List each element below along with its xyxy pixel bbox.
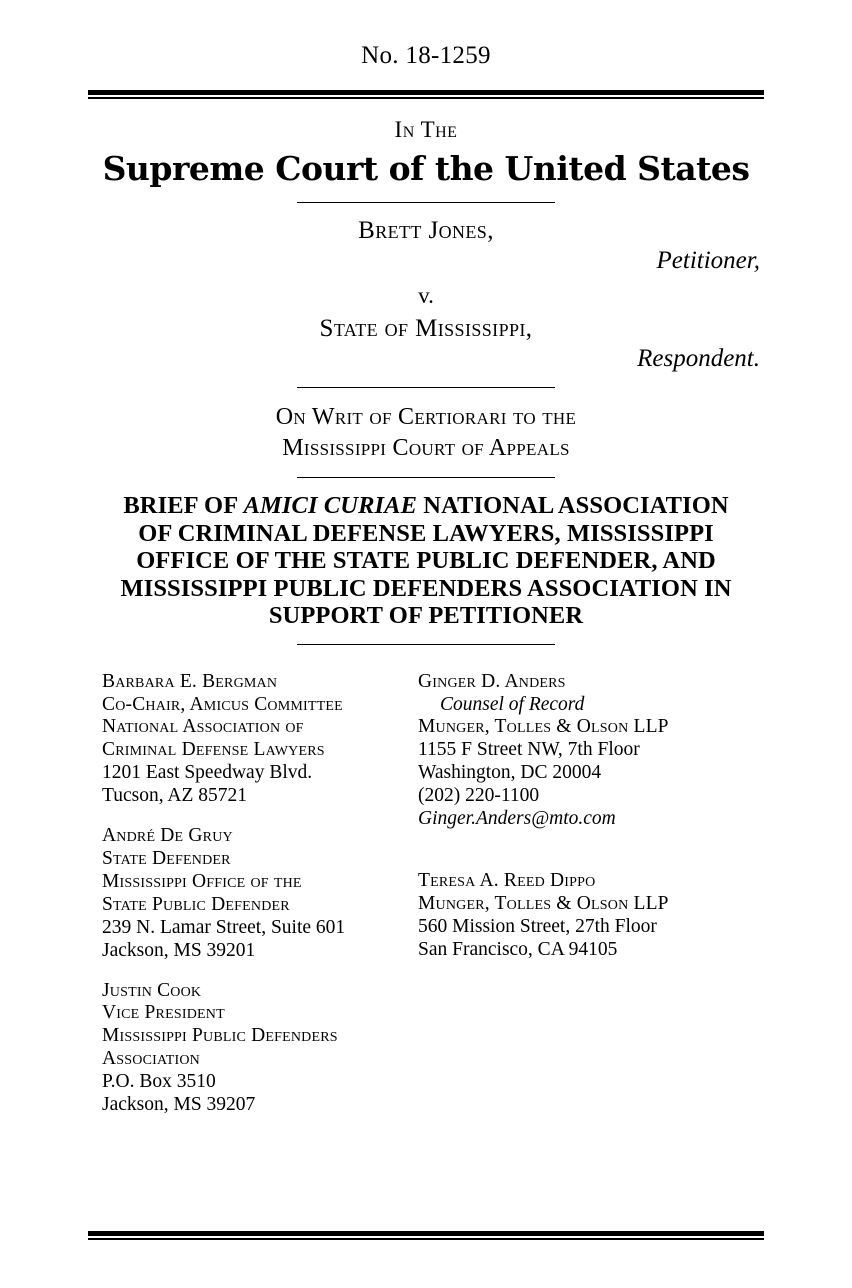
counsel-line: 1155 F Street NW, 7th Floor [418, 739, 640, 761]
counsel-line: Criminal Defense Lawyers [102, 739, 325, 761]
counsel-line: Munger, Tolles & Olson LLP [418, 892, 669, 914]
docket-number: No. 18-1259 [361, 42, 491, 69]
counsel-line: Vice President [102, 1002, 225, 1024]
counsel-entry [102, 980, 410, 1117]
counsel-line: State Defender [102, 847, 231, 869]
in-the-label: In The [394, 117, 458, 142]
counsel-phone: (202) 220-1100 [418, 785, 540, 807]
writ-statement [88, 402, 764, 463]
top-divider [88, 90, 764, 99]
counsel-line: Jackson, MS 39207 [102, 1094, 256, 1116]
counsel-line: Mississippi Office of the [102, 870, 302, 892]
counsel-line: Association [102, 1048, 200, 1070]
writ-line-2: Mississippi Court of Appeals [282, 434, 570, 461]
divider-after-writ [297, 477, 555, 478]
counsel-entry [418, 671, 764, 831]
petitioner-role: Petitioner, [656, 247, 760, 274]
counsel-line: Tucson, AZ 85721 [102, 785, 248, 807]
counsel-line: San Francisco, CA 94105 [418, 938, 618, 960]
column-spacer [418, 848, 764, 870]
counsel-line: Mississippi Public Defenders [102, 1025, 338, 1047]
counsel-line: P.O. Box 3510 [102, 1071, 216, 1093]
counsel-line: Munger, Tolles & Olson LLP [418, 716, 669, 738]
counsel-line: Ginger D. Anders [418, 670, 566, 692]
counsel-entry [102, 671, 410, 808]
counsel-line: Co-Chair, Amicus Committee [102, 693, 343, 715]
brief-title [106, 492, 746, 629]
counsel-line: Teresa A. Reed Dippo [418, 869, 596, 891]
court-name: Supreme Court of the United States [102, 149, 750, 188]
counsel-left-column [88, 671, 410, 1117]
counsel-email[interactable]: Ginger.Anders@mto.com [418, 808, 616, 830]
petitioner-name: Brett Jones, [358, 217, 494, 244]
counsel-right-column [410, 671, 764, 1117]
counsel-line: Jackson, MS 39201 [102, 939, 256, 961]
divider-after-title [297, 644, 555, 645]
respondent-name: State of Mississippi, [319, 315, 533, 342]
counsel-entry [102, 825, 410, 962]
counsel-line: Barbara E. Bergman [102, 670, 278, 692]
divider-after-court [297, 202, 555, 203]
counsel-line: 560 Mission Street, 27th Floor [418, 915, 657, 937]
bottom-divider [88, 1231, 764, 1240]
counsel-of-record-label: Counsel of Record [440, 693, 585, 715]
counsel-line: André De Gruy [102, 825, 233, 847]
brief-title-amici-curiae: AMICI CURIAE [243, 492, 418, 520]
counsel-line: Washington, DC 20004 [418, 762, 602, 784]
counsel-block [88, 671, 764, 1117]
counsel-entry [418, 870, 764, 962]
divider-after-parties [297, 387, 555, 388]
brief-title-part-3: NATIONAL ASSOCIATION OF CRIMINAL DEFENSE LAWYERS, MISSISSIPPI OFFICE OF THE STATE PUBLIC DEFENDER, AND MISSISSIPPI PUBLIC DEFENDERS ASSOCIATION IN SUPPORT OF PETITIONER [120, 492, 732, 630]
respondent-role: Respondent. [637, 345, 760, 372]
counsel-line: State Public Defender [102, 893, 290, 915]
writ-line-1: On Writ of Certiorari to the [275, 404, 577, 430]
versus-label: v. [418, 283, 434, 308]
counsel-line: National Association of [102, 716, 304, 738]
counsel-line: 239 N. Lamar Street, Suite 601 [102, 916, 346, 938]
brief-title-part-1: BRIEF OF [123, 492, 244, 520]
counsel-line: Justin Cook [102, 979, 202, 1001]
counsel-line: 1201 East Speedway Blvd. [102, 762, 313, 784]
